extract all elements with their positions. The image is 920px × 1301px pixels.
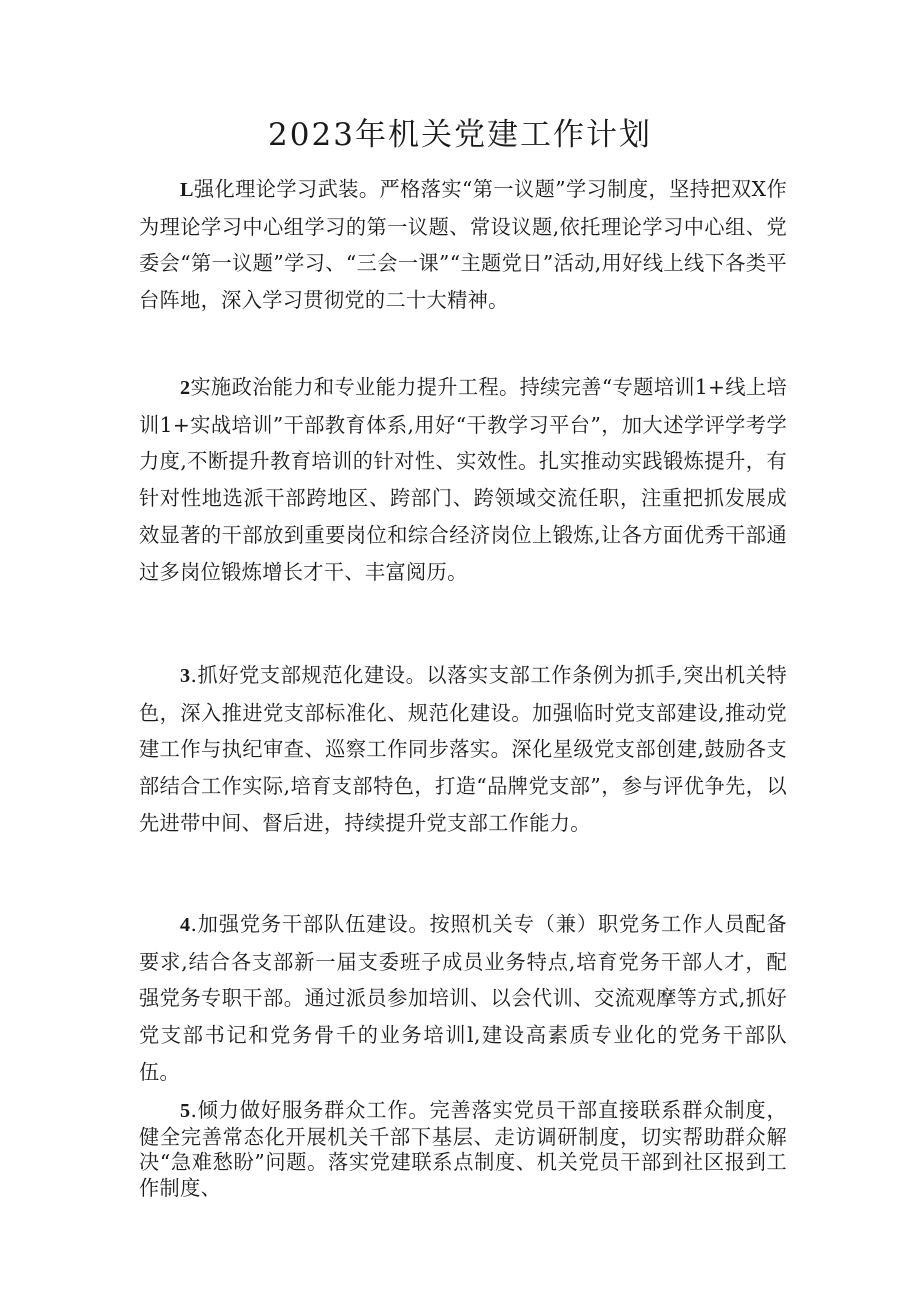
paragraph-5 — [139, 1098, 787, 1201]
paragraph-text: 实施政治能力和专业能力提升工程。持续完善“专题培训1+线上培训1+实战培训”干部教育体系,用好“干教学习平台”，加大述学评学考学力度,不断提升教育培训的针对性、实效性。扎实推动实践锻炼提升，有针对性地选派干部跨地区、跨部门、跨领域交流任职，注重把抓发展成效显著的干部放到重要岗位和综合经济岗位上锻炼,让各方面优秀干部通过多岗位锻炼增长才干、丰富阅历。 — [139, 375, 787, 584]
paragraph-number: 2 — [180, 377, 191, 399]
document-title: 2023年机关党建工作计划 — [268, 117, 652, 153]
paragraph-text: 强化理论学习武装。严格落实“第一议题”学习制度，坚持把双X作为理论学习中心组学习的第一议题、常设议题,依托理论学习中心组、党委会“第一议题”学习、“三会一课”“主题党日”活动,用好线上线下各类平台阵地，深入学习贯彻党的二十大精神。 — [139, 177, 787, 313]
paragraph-text: .加强党务干部队伍建设。按照机关专（兼）职党务工作人员配备要求,结合各支部新一届支委班子成员业务特点,培育党务干部人才，配强党务专职干部。通过派员参加培训、以会代训、交流观摩等方式,抓好党支部书记和党务骨千的业务培训l,建设高素质专业化的党务干部队伍。 — [139, 912, 787, 1084]
paragraph-1 — [139, 171, 787, 319]
paragraph-number: 3 — [180, 665, 191, 687]
paragraph-3 — [139, 657, 787, 842]
paragraph-number: L — [180, 179, 194, 201]
paragraph-text: .倾力做好服务群众工作。完善落实党员干部直接联系群众制度，健全完善常态化开展机关千部下基层、走访调研制度，切实帮助群众解决“急难愁盼”问题。落实党建联系点制度、机关党员干部到社区报到工作制度、 — [139, 1098, 787, 1200]
paragraph-text: .抓好党支部规范化建设。以落实支部工作条例为抓手,突出机关特色，深入推进党支部标准化、规范化建设。加强临时党支部建设,推动党建工作与执纪审查、巡察工作同步落实。深化星级党支部创建,鼓励各支部结合工作实际,培育支部特色，打造“品牌党支部”，参与评优争先，以先进带中间、督后进，持续提升党支部工作能力。 — [139, 663, 787, 835]
paragraph-2 — [139, 369, 787, 590]
paragraph-number: 4 — [180, 914, 191, 936]
paragraph-number: 5 — [180, 1100, 191, 1122]
paragraph-4 — [139, 906, 787, 1091]
